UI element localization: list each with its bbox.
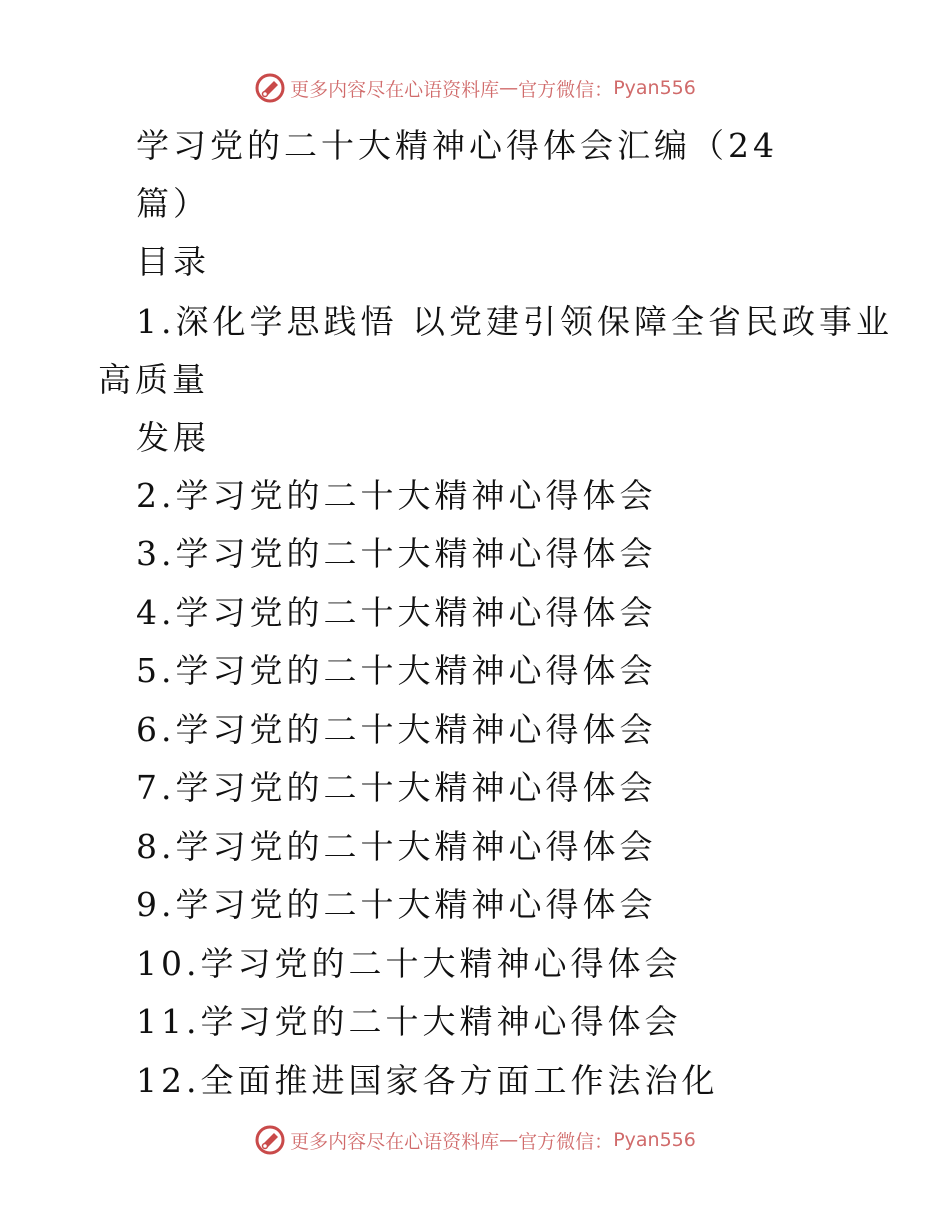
toc-heading: 目录: [136, 242, 210, 281]
document-title-line1: 学习党的二十大精神心得体会汇编（24: [136, 126, 778, 165]
watermark-id: Pyan556: [613, 77, 696, 99]
watermark-main-text: 更多内容尽在心语资料库: [290, 1130, 500, 1153]
watermark-separator: —: [499, 77, 519, 99]
watermark-suffix: 官方微信：: [518, 1130, 614, 1153]
watermark-main-text: 更多内容尽在心语资料库: [290, 78, 500, 101]
watermark-id: Pyan556: [613, 1129, 696, 1151]
watermark-suffix: 官方微信：: [518, 78, 614, 101]
toc-item: 12.全面推进国家各方面工作法治化: [136, 1061, 719, 1100]
toc-item: 1.深化学思践悟 以党建引领保障全省民政事业: [136, 302, 893, 341]
watermark-separator: —: [499, 1129, 519, 1151]
toc-item: 3.学习党的二十大精神心得体会: [136, 534, 657, 573]
toc-item: 8.学习党的二十大精神心得体会: [136, 827, 657, 866]
toc-item: 6.学习党的二十大精神心得体会: [136, 710, 657, 749]
header-watermark: [0, 72, 950, 104]
toc-item: 发展: [136, 418, 210, 457]
toc-item: 9.学习党的二十大精神心得体会: [136, 885, 657, 924]
toc-item: 11.学习党的二十大精神心得体会: [136, 1002, 682, 1041]
logo-icon: [254, 72, 286, 104]
toc-item: 2.学习党的二十大精神心得体会: [136, 476, 657, 515]
toc-item: 10.学习党的二十大精神心得体会: [136, 944, 682, 983]
footer-watermark: [0, 1124, 950, 1156]
toc-item: 4.学习党的二十大精神心得体会: [136, 593, 657, 632]
document-title-line2: 篇）: [136, 184, 210, 223]
toc-item: 高质量: [98, 360, 209, 399]
toc-item: 7.学习党的二十大精神心得体会: [136, 768, 657, 807]
toc-item: 5.学习党的二十大精神心得体会: [136, 651, 657, 690]
logo-icon: [254, 1124, 286, 1156]
